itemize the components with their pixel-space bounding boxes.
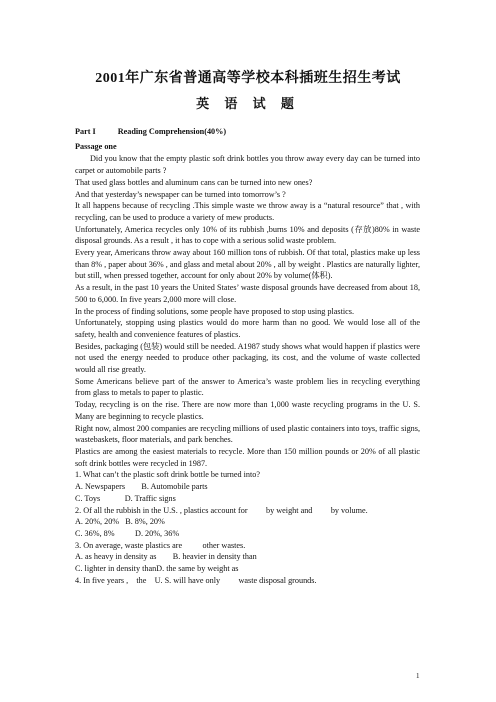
question-options: C. lighter in density thanD. the same by weight as (75, 564, 239, 574)
passage-label: Passage one (75, 141, 117, 151)
question-stem: 4. In five years , the U. S. will have only waste disposal grounds. (75, 575, 317, 585)
page-number: 1 (416, 672, 420, 680)
question-options: C. Toys D. Traffic signs (75, 493, 176, 503)
paragraph: Unfortunately, stopping using plastics would do more harm than no good. We would lose all of the safety, health and convenience features of plastics. (75, 318, 420, 339)
paragraph: Did you know that the empty plastic soft drink bottles you throw away every day can be turned into carpet or automobile parts ? (75, 154, 420, 176)
paragraph: Unfortunately, America recycles only 10% of its rubbish ,burns 10% and deposits (存放)80% in waste disposal grounds. As a result , it has to cope with a serious solid waste problem. (75, 224, 420, 246)
question-stem: 1. What can’t the plastic soft drink bottle be turned into? (75, 470, 261, 480)
question-stem: 3. On average, waste plastics are other wastes. (75, 540, 246, 550)
paragraph: In the process of finding solutions, some people have proposed to stop using plastics. (75, 306, 355, 316)
paragraph: That used glass bottles and aluminum cans can be turned into new ones? (75, 177, 313, 187)
part-title: Reading Comprehension(40%) (117, 127, 227, 136)
part-header (75, 126, 420, 138)
content-body (75, 126, 420, 586)
paragraph: As a result, in the past 10 years the United States’ waste disposal grounds have decreased from about 18, 500 to 6,000. In five years 2,000 more will close. (75, 283, 420, 304)
paragraph: Besides, packaging (包装) would still be needed. A1987 study shows what would happen if plastics were not used the energy needed to produce other packaging, its cost, and the volume of waste collected would all rise greatly. (75, 341, 420, 375)
paragraph: Every year, Americans throw away about 160 million tons of rubbish. Of that total, plastics make up less than 8% , paper about 36% , and glass and metal about 20% , all by weight . Plastics are naturally lighter, but still, when pressed together, account for only about 20% by volume(体积). (75, 248, 420, 281)
question-options: A. 20%, 20% B. 8%, 20% (75, 517, 165, 527)
paragraph: It all happens because of recycling .This simple waste we throw away is a “natural resource” that , with recycling, can be used to produce a variety of mew products. (75, 201, 420, 222)
question-options: A. as heavy in density as B. heavier in density than (75, 552, 257, 562)
paragraph: Plastics are among the easiest materials to recycle. More than 150 million pounds or 20% of all plastic soft drink bottles were recycled in 1987. (75, 446, 420, 468)
paragraph: Today, recycling is on the rise. There are now more than 1,000 waste recycling programs in the U. S. Many are beginning to recycle plastics. (75, 400, 420, 421)
question-options: A. Newspapers B. Automobile parts (75, 482, 208, 492)
part-label: Part I (75, 127, 96, 136)
page-subtitle: 英 语 试 题 (196, 96, 300, 111)
paragraph: Some Americans believe part of the answer to America’s waste problem lies in recycling everything from glass to metals to paper to plastic. (75, 376, 420, 398)
question-options: C. 36%, 8% D. 20%, 36% (75, 528, 180, 538)
question-stem: 2. Of all the rubbish in the U.S. , plastics account for by weight and by volume. (75, 505, 368, 515)
paragraph: And that yesterday’s newspaper can be turned into tomorrow’s ? (75, 189, 286, 199)
page-title: 2001年广东省普通高等学校本科插班生招生考试 (95, 71, 401, 86)
paragraph: Right now, almost 200 companies are recycling millions of used plastic containers into toys, traffic signs, wastebaskets, floor materials, and park benches. (75, 423, 420, 445)
